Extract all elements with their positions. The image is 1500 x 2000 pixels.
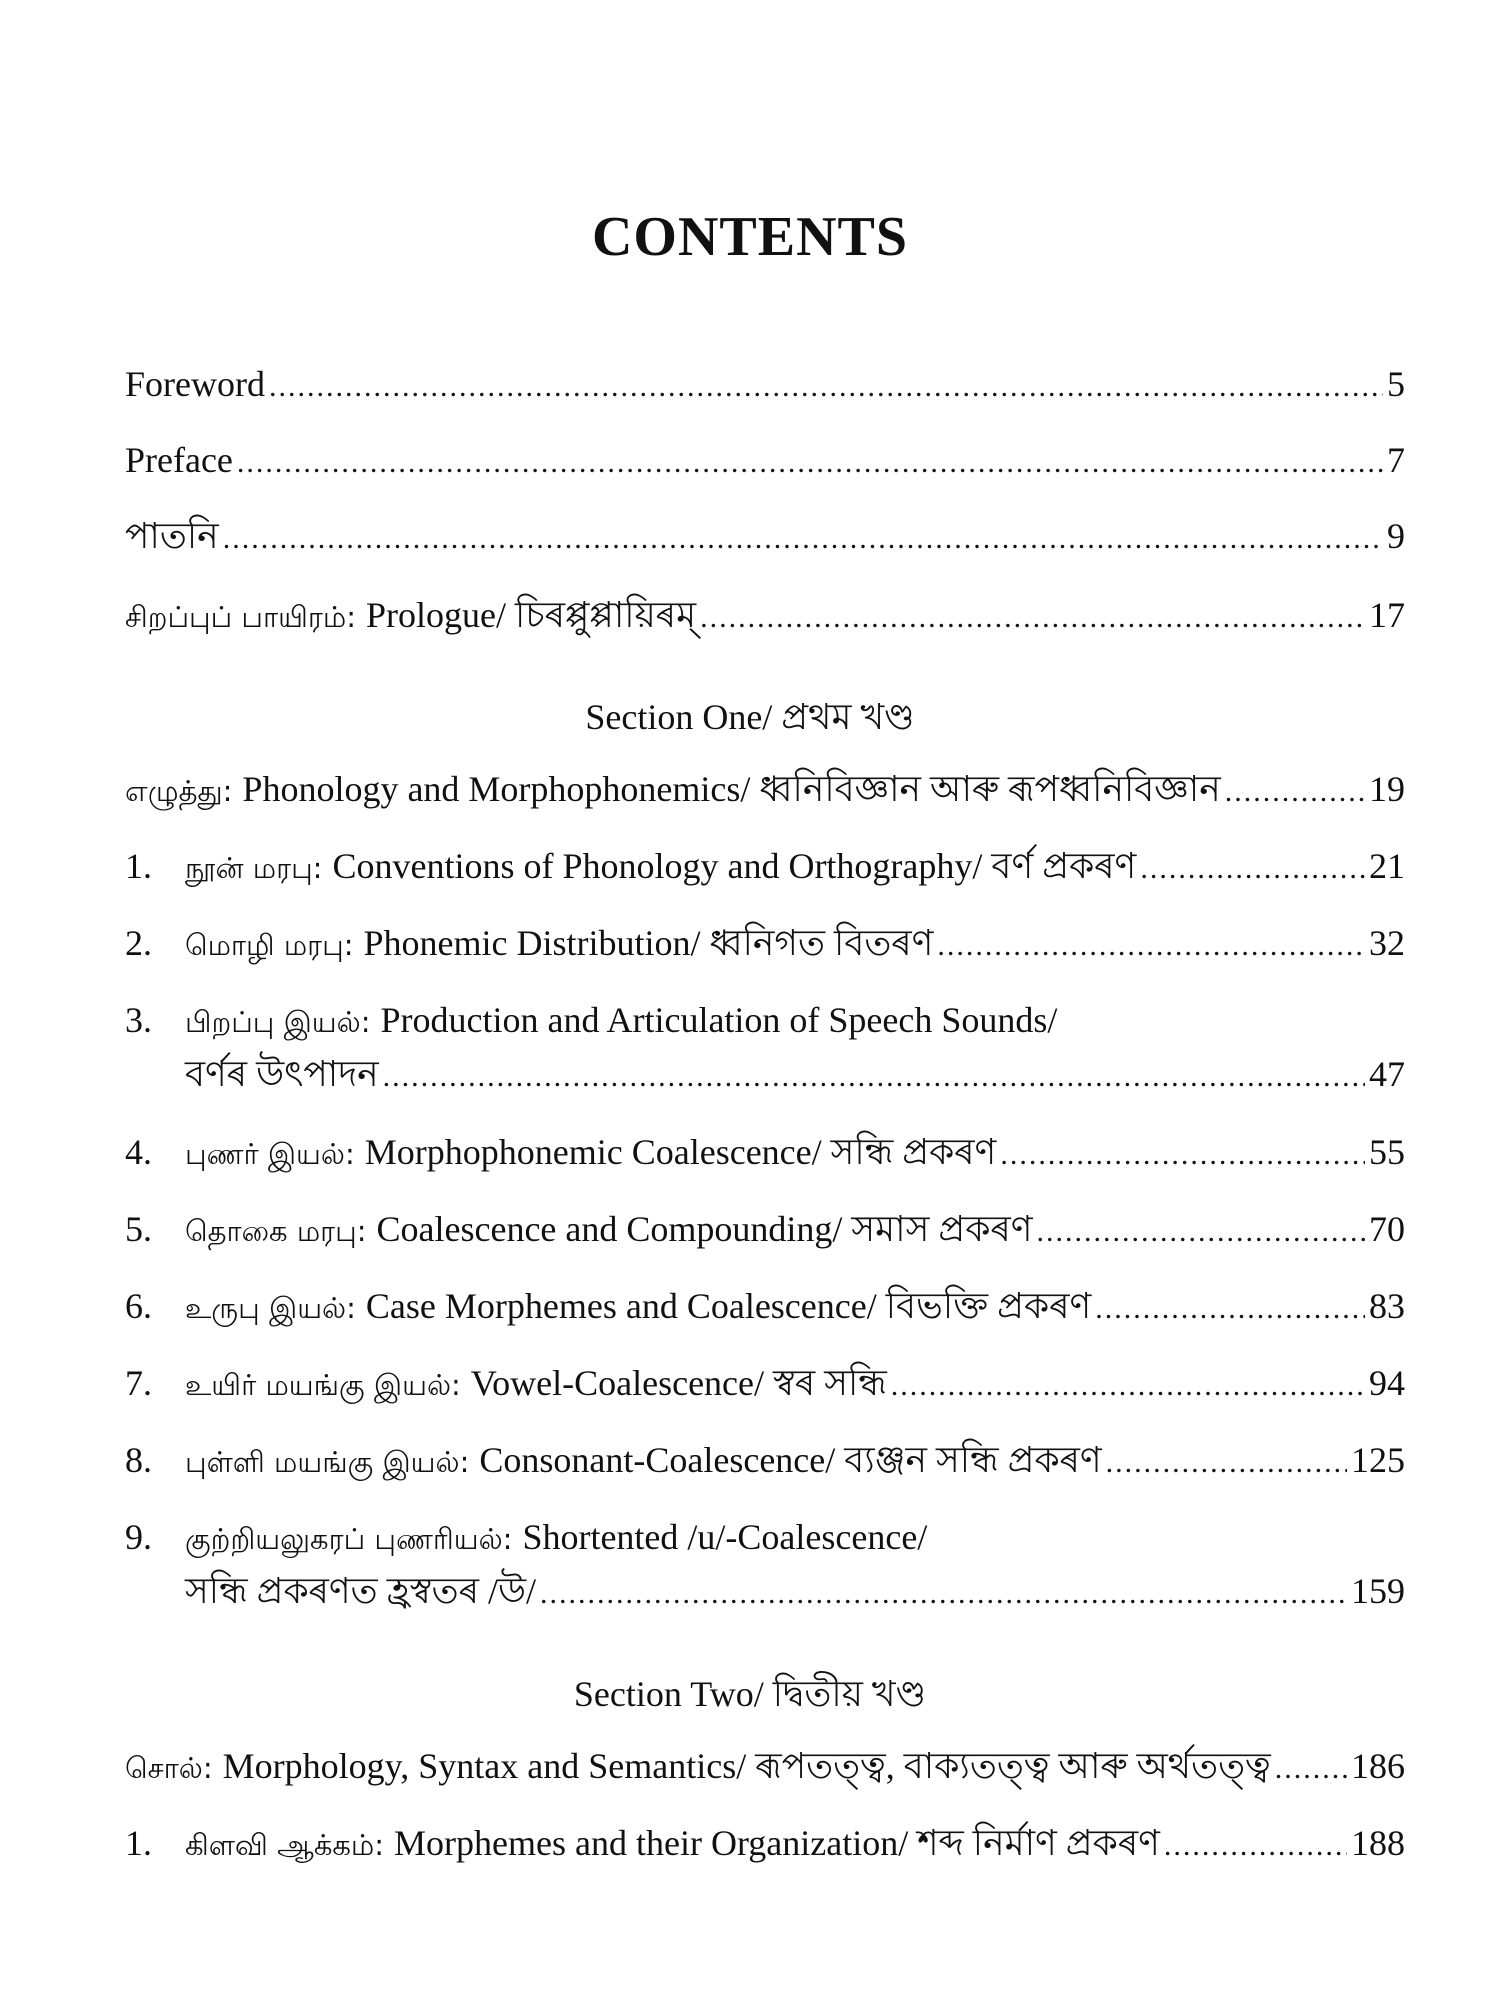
- toc-entry-prologue[interactable]: [125, 593, 1405, 640]
- entry-title-continued: সন্ধি প্ৰকৰণত হ্ৰস্বতৰ /উ/: [185, 1571, 537, 1611]
- toc-entry-chapter-4[interactable]: [125, 1130, 1405, 1177]
- tamil-title: மொழி மரபு:: [185, 928, 354, 962]
- page-number: 186: [1351, 1746, 1405, 1786]
- page-number: 5: [1387, 364, 1405, 404]
- tamil-title: குற்றியலுகரப் புணரியல்:: [185, 1522, 513, 1556]
- page-number: 19: [1369, 769, 1405, 809]
- page-number: 94: [1369, 1363, 1405, 1403]
- dot-leader: [937, 924, 1365, 968]
- page-number: 159: [1351, 1571, 1405, 1611]
- toc-entry-chapter-5[interactable]: [125, 1207, 1405, 1254]
- chapter-number: 9.: [125, 1517, 152, 1557]
- toc-entry-chapter-9[interactable]: [125, 1515, 1405, 1561]
- page-number: 55: [1369, 1132, 1405, 1172]
- page-number: 7: [1387, 440, 1405, 480]
- chapter-number: 2.: [125, 923, 152, 963]
- entry-title: Morphophonemic Coalescence/ সন্ধি প্ৰকৰণ: [364, 1132, 997, 1172]
- dot-leader: [1275, 1747, 1347, 1791]
- tamil-title: கிளவி ஆக்கம்:: [185, 1828, 385, 1862]
- toc-entry-chapter-8[interactable]: [125, 1438, 1405, 1485]
- dot-leader: [1036, 1210, 1365, 1254]
- tamil-title: பிறப்பு இயல்:: [185, 1005, 371, 1039]
- page-title: CONTENTS: [591, 206, 909, 268]
- toc-entry-section-two-intro[interactable]: [125, 1744, 1405, 1791]
- toc-entry-chapter-1[interactable]: [125, 844, 1405, 891]
- dot-leader: [237, 441, 1383, 485]
- chapter-number: 8.: [125, 1440, 152, 1480]
- dot-leader: [1095, 1287, 1365, 1331]
- page-number: 9: [1387, 516, 1405, 556]
- entry-title: Foreword: [125, 364, 265, 404]
- tamil-title: எழுத்து:: [125, 774, 233, 808]
- chapter-number: 5.: [125, 1209, 152, 1249]
- toc-entry-chapter-3-continued[interactable]: [125, 1052, 1405, 1099]
- page-number: 83: [1369, 1286, 1405, 1326]
- dot-leader: [540, 1572, 1347, 1616]
- page-number: 47: [1369, 1054, 1405, 1094]
- chapter-number: 6.: [125, 1286, 152, 1326]
- entry-title: Phonology and Morphophonemics/ ধ্বনিবিজ্ঞান আৰু ৰূপধ্বনিবিজ্ঞান: [242, 769, 1221, 809]
- dot-leader: [891, 1364, 1365, 1408]
- entry-title: Preface: [125, 440, 233, 480]
- tamil-title: புணர் இயல்:: [185, 1137, 355, 1171]
- chapter-number: 1.: [125, 846, 152, 886]
- entry-title-continued: বৰ্ণৰ উৎপাদন: [185, 1054, 379, 1094]
- entry-title: Morphology, Syntax and Semantics/ ৰূপতত্ত্ব, বাক্যতত্ত্ব আৰু অৰ্থতত্ত্ব: [222, 1746, 1271, 1786]
- section-heading-two: Section Two/ দ্বিতীয় খণ্ড: [573, 1674, 927, 1714]
- entry-title: Prologue/ চিৰপ্পুপ্পায়িৰম্: [366, 595, 697, 635]
- dot-leader: [223, 517, 1383, 561]
- entry-title: Case Morphemes and Coalescence/ বিভক্তি প্ৰকৰণ: [365, 1286, 1092, 1326]
- tamil-title: சிறப்புப் பாயிரம்:: [125, 600, 356, 634]
- tamil-title: சொல்:: [125, 1751, 213, 1785]
- dot-leader: [269, 365, 1383, 409]
- entry-title: Coalescence and Compounding/ সমাস প্ৰকৰণ: [376, 1209, 1033, 1249]
- toc-entry-preface[interactable]: [125, 438, 1405, 485]
- tamil-title: உருபு இயல்:: [185, 1291, 356, 1325]
- dot-leader: [1140, 847, 1365, 891]
- toc-entry-section-two-chapter-1[interactable]: [125, 1821, 1405, 1868]
- page-number: 70: [1369, 1209, 1405, 1249]
- page-number: 21: [1369, 846, 1405, 886]
- chapter-number: 7.: [125, 1363, 152, 1403]
- toc-entry-foreword[interactable]: [125, 362, 1405, 409]
- toc-entry-section-one-intro[interactable]: [125, 767, 1405, 814]
- chapter-number: 3.: [125, 1000, 152, 1040]
- tamil-title: தொகை மரபு:: [185, 1214, 367, 1248]
- toc-entry-chapter-2[interactable]: [125, 921, 1405, 968]
- dot-leader: [1225, 770, 1365, 814]
- entry-title: Phonemic Distribution/ ধ্বনিগত বিতৰণ: [363, 923, 934, 963]
- entry-title: Morphemes and their Organization/ শব্দ নিৰ্মাণ প্ৰকৰণ: [394, 1823, 1160, 1863]
- dot-leader: [1164, 1824, 1347, 1868]
- toc-entry-patoni[interactable]: [125, 514, 1405, 561]
- entry-title: Consonant-Coalescence/ ব্যঞ্জন সন্ধি প্ৰকৰণ: [479, 1440, 1102, 1480]
- tamil-title: புள்ளி மயங்கு இயல்:: [185, 1445, 470, 1479]
- tamil-title: உயிர் மயங்கு இயல்:: [185, 1368, 461, 1402]
- entry-title: পাতনি: [125, 516, 219, 556]
- section-heading-one: Section One/ প্ৰথম খণ্ড: [585, 697, 915, 737]
- page-number: 125: [1351, 1440, 1405, 1480]
- entry-title: Vowel-Coalescence/ স্বৰ সন্ধি: [470, 1363, 887, 1403]
- chapter-number: 4.: [125, 1132, 152, 1172]
- entry-title: Conventions of Phonology and Orthography/ বৰ্ণ প্ৰকৰণ: [332, 846, 1137, 886]
- toc-entry-chapter-6[interactable]: [125, 1284, 1405, 1331]
- toc-entry-chapter-9-continued[interactable]: [125, 1569, 1405, 1616]
- dot-leader: [1000, 1133, 1365, 1177]
- dot-leader: [700, 596, 1365, 640]
- entry-title: Production and Articulation of Speech Sounds/: [380, 1000, 1058, 1040]
- chapter-number: 1.: [125, 1823, 152, 1863]
- toc-entry-chapter-7[interactable]: [125, 1361, 1405, 1408]
- page-number: 32: [1369, 923, 1405, 963]
- dot-leader: [383, 1055, 1365, 1099]
- dot-leader: [1106, 1441, 1347, 1485]
- page-number: 188: [1351, 1823, 1405, 1863]
- page-number: 17: [1369, 595, 1405, 635]
- toc-entry-chapter-3[interactable]: [125, 998, 1405, 1044]
- entry-title: Shortented /u/-Coalescence/: [522, 1517, 928, 1557]
- tamil-title: நூன் மரபு:: [185, 851, 323, 885]
